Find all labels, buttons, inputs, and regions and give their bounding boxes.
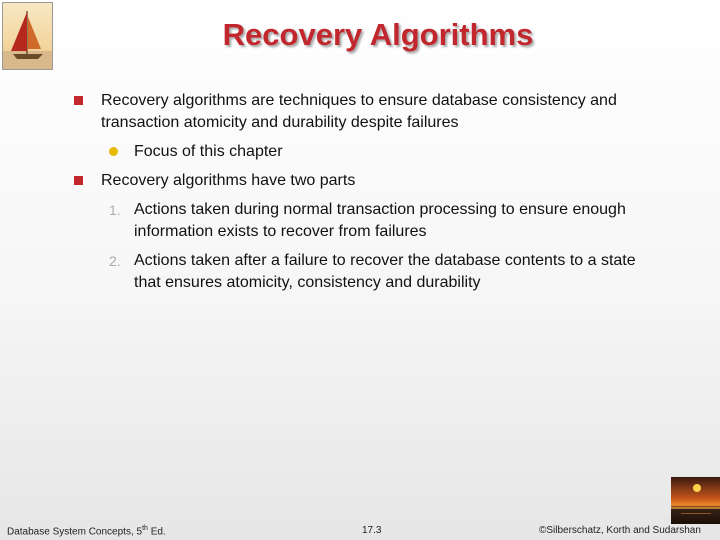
footer-slide-number: 17.3 (362, 525, 382, 536)
sunset-image (671, 477, 720, 524)
footer-book-title (7, 525, 166, 537)
list-number: 1. (109, 202, 121, 218)
sub-bullet-text: Focus of this chapter (134, 143, 283, 160)
footer-book-title-sup: th (142, 525, 148, 532)
slide-title: Recovery Algorithms (222, 17, 534, 52)
bullet-text: Recovery algorithms are techniques to ensure database consistency and transaction atomicity and durability despite failures (101, 92, 617, 131)
footer-book-title-prefix: Database System Concepts, 5 (7, 526, 143, 538)
list-number: 2. (109, 253, 121, 269)
bullet-text: Recovery algorithms have two parts (101, 172, 356, 189)
numbered-item-text: Actions taken during normal transaction processing to ensure enough information exists to recover from failures (134, 201, 626, 240)
bullet-square-icon (74, 96, 83, 105)
bullet-square-icon (74, 176, 83, 185)
sub-bullet-dot-icon (109, 147, 118, 156)
footer-book-title-suffix: Ed. (147, 526, 166, 538)
footer-copyright: ©Silberschatz, Korth and Sudarshan (539, 525, 701, 536)
numbered-item-text: Actions taken after a failure to recover the database contents to a state that ensures atomicity, consistency and durability (134, 252, 636, 291)
